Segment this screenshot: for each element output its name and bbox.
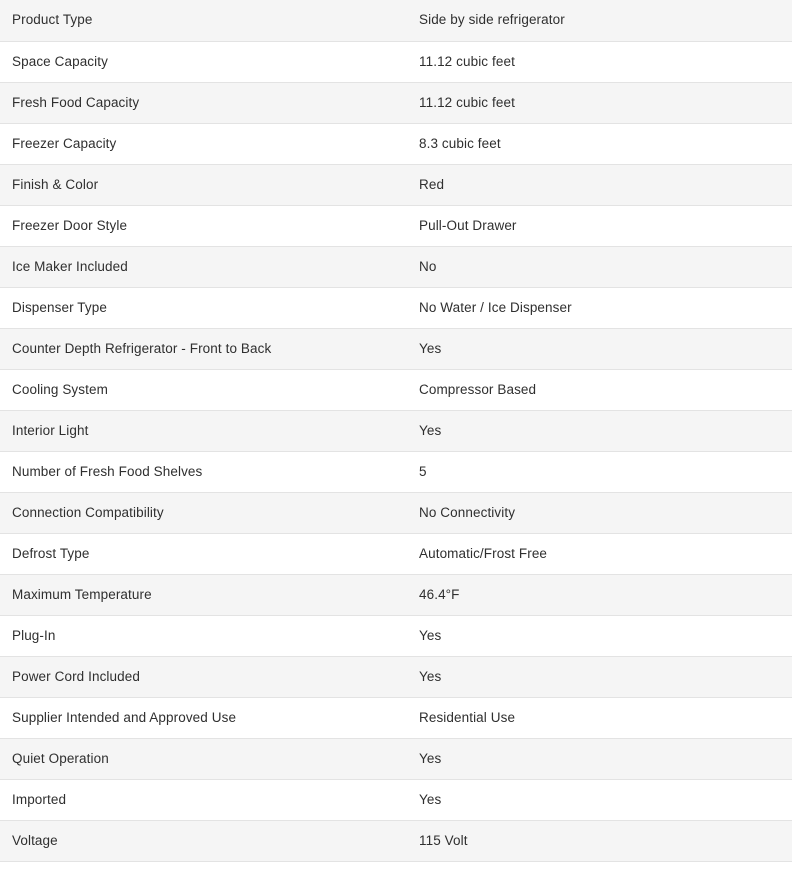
spec-label: Cooling System: [0, 369, 405, 410]
spec-value: Red: [405, 164, 792, 205]
spec-label: Number of Fresh Food Shelves: [0, 451, 405, 492]
spec-value: 46.4°F: [405, 574, 792, 615]
spec-label: Product Type: [0, 0, 405, 41]
spec-value: Yes: [405, 738, 792, 779]
spec-value: Yes: [405, 328, 792, 369]
spec-label: Quiet Operation: [0, 738, 405, 779]
table-row: [0, 287, 792, 328]
spec-value: Compressor Based: [405, 369, 792, 410]
spec-label: Power Cord Included: [0, 656, 405, 697]
table-row: [0, 369, 792, 410]
table-row: [0, 820, 792, 861]
table-row: [0, 82, 792, 123]
table-row: [0, 164, 792, 205]
table-row: [0, 533, 792, 574]
table-row: [0, 738, 792, 779]
spec-value: 115 Volt: [405, 820, 792, 861]
spec-label: Connection Compatibility: [0, 492, 405, 533]
spec-label: Freezer Door Style: [0, 205, 405, 246]
table-row: [0, 41, 792, 82]
spec-value: No: [405, 246, 792, 287]
spec-label: Ice Maker Included: [0, 246, 405, 287]
spec-value: Yes: [405, 656, 792, 697]
spec-label: Imported: [0, 779, 405, 820]
spec-label: Dispenser Type: [0, 287, 405, 328]
table-row: [0, 123, 792, 164]
spec-value: 5: [405, 451, 792, 492]
spec-value: Yes: [405, 779, 792, 820]
spec-value: 8.3 cubic feet: [405, 123, 792, 164]
spec-label: Maximum Temperature: [0, 574, 405, 615]
spec-label: Finish & Color: [0, 164, 405, 205]
spec-value: 11.12 cubic feet: [405, 82, 792, 123]
spec-value: No Connectivity: [405, 492, 792, 533]
spec-label: Supplier Intended and Approved Use: [0, 697, 405, 738]
table-row: [0, 492, 792, 533]
spec-label: Plug-In: [0, 615, 405, 656]
spec-value: Residential Use: [405, 697, 792, 738]
spec-label: Freezer Capacity: [0, 123, 405, 164]
spec-value: 11.12 cubic feet: [405, 41, 792, 82]
table-row: [0, 246, 792, 287]
table-row: [0, 697, 792, 738]
table-row: [0, 328, 792, 369]
table-row: [0, 615, 792, 656]
table-row: [0, 574, 792, 615]
table-row: [0, 410, 792, 451]
spec-label: Interior Light: [0, 410, 405, 451]
spec-label: Space Capacity: [0, 41, 405, 82]
spec-value: Automatic/Frost Free: [405, 533, 792, 574]
table-row: [0, 205, 792, 246]
table-row: [0, 451, 792, 492]
spec-value: No Water / Ice Dispenser: [405, 287, 792, 328]
spec-label: Voltage: [0, 820, 405, 861]
spec-value: Yes: [405, 410, 792, 451]
spec-value: Side by side refrigerator: [405, 0, 792, 41]
table-row: [0, 656, 792, 697]
spec-value: Pull-Out Drawer: [405, 205, 792, 246]
spec-label: Defrost Type: [0, 533, 405, 574]
spec-label: Fresh Food Capacity: [0, 82, 405, 123]
table-row: [0, 0, 792, 41]
table-row: [0, 779, 792, 820]
spec-label: Counter Depth Refrigerator - Front to Back: [0, 328, 405, 369]
spec-value: Yes: [405, 615, 792, 656]
